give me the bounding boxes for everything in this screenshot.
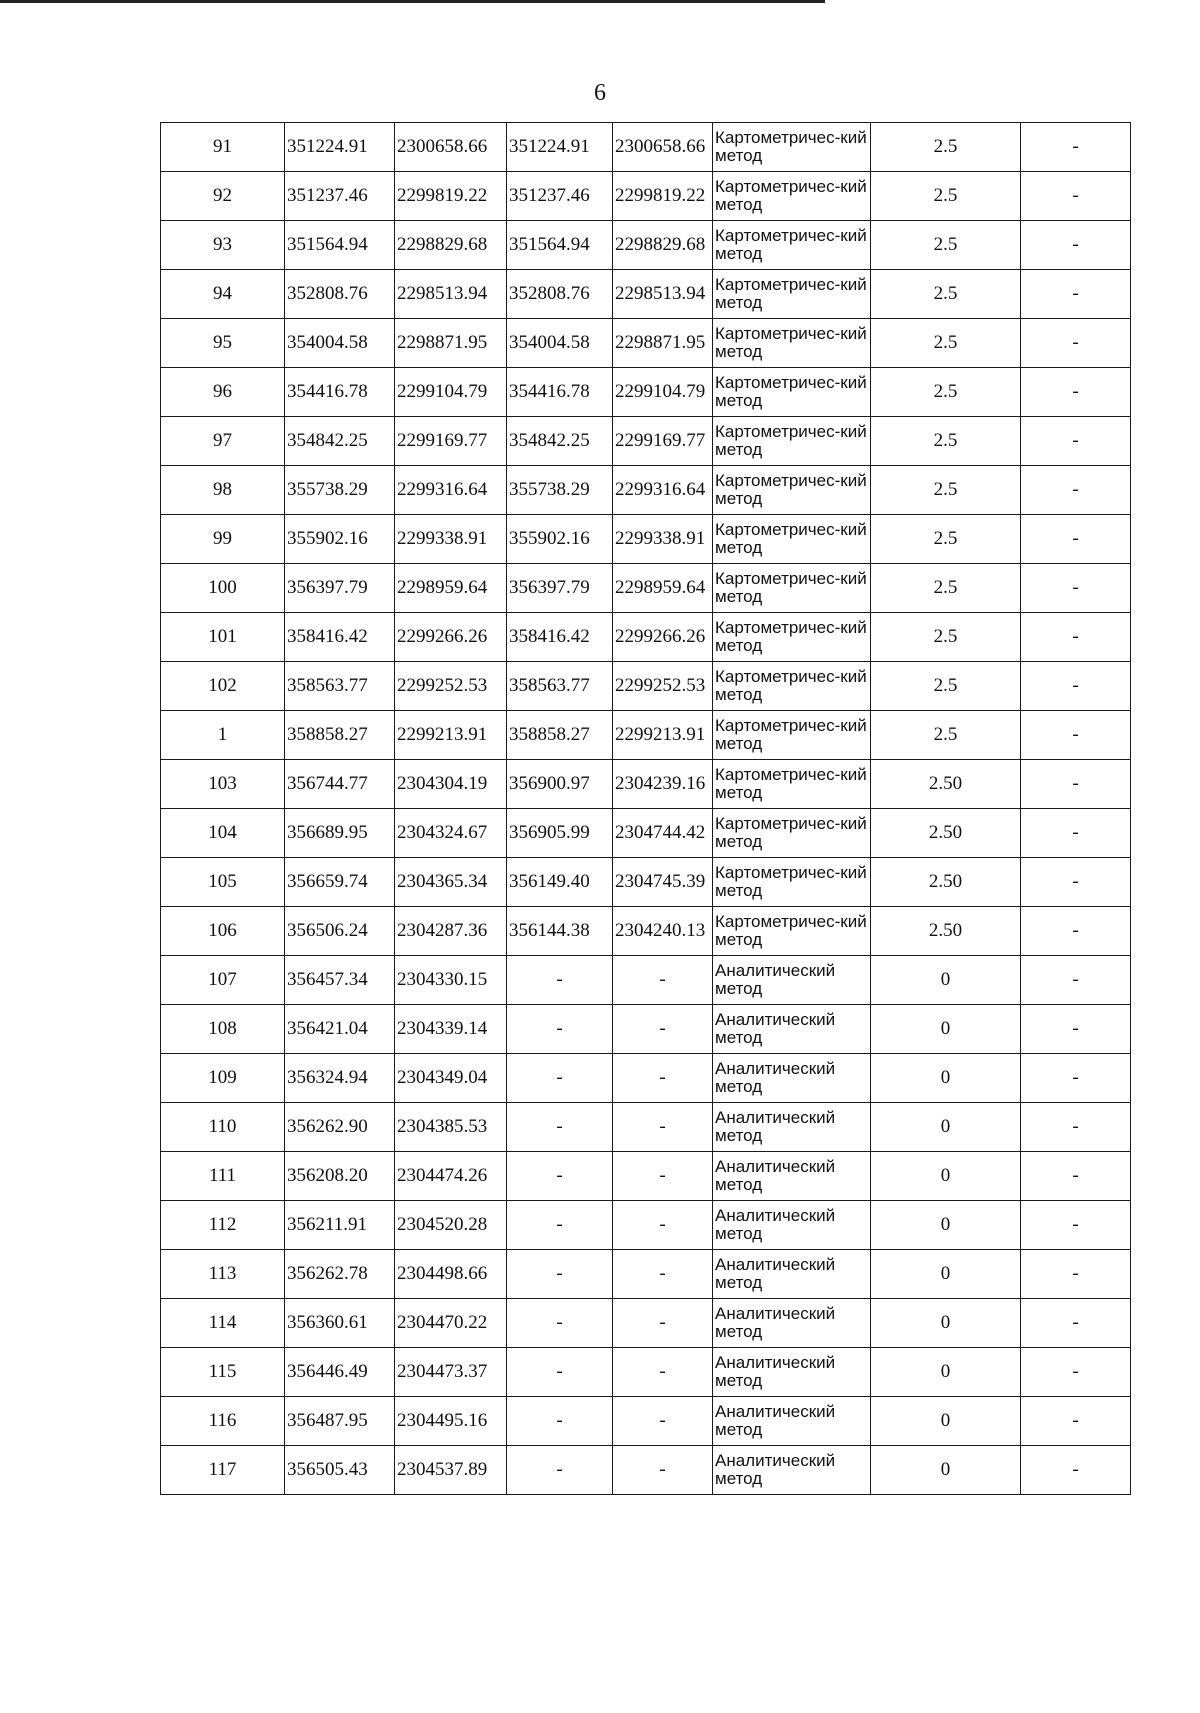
x-coordinate-cell: 356211.91 <box>285 1201 395 1250</box>
prev-x-coordinate-cell: 358858.27 <box>507 711 613 760</box>
accuracy-cell: 2.5 <box>871 662 1021 711</box>
note-cell: - <box>1021 1054 1131 1103</box>
accuracy-cell: 2.50 <box>871 858 1021 907</box>
y-coordinate-cell: 2304470.22 <box>395 1299 507 1348</box>
prev-y-coordinate-cell: 2299213.91 <box>613 711 713 760</box>
accuracy-cell: 0 <box>871 1397 1021 1446</box>
note-cell: - <box>1021 1152 1131 1201</box>
point-number-cell: 99 <box>161 515 285 564</box>
table-row <box>161 368 1131 417</box>
y-coordinate-cell: 2300658.66 <box>395 123 507 172</box>
note-cell: - <box>1021 1446 1131 1495</box>
method-cell: Картометричес-кий метод <box>713 662 871 711</box>
method-cell: Картометричес-кий метод <box>713 760 871 809</box>
point-number-cell: 113 <box>161 1250 285 1299</box>
accuracy-cell: 0 <box>871 1348 1021 1397</box>
x-coordinate-cell: 356421.04 <box>285 1005 395 1054</box>
prev-x-coordinate-cell: 351564.94 <box>507 221 613 270</box>
x-coordinate-cell: 356262.90 <box>285 1103 395 1152</box>
prev-y-coordinate-cell: - <box>613 1299 713 1348</box>
prev-x-coordinate-cell: 356149.40 <box>507 858 613 907</box>
point-number-cell: 91 <box>161 123 285 172</box>
prev-y-coordinate-cell: 2299266.26 <box>613 613 713 662</box>
point-number-cell: 98 <box>161 466 285 515</box>
prev-x-coordinate-cell: 352808.76 <box>507 270 613 319</box>
prev-y-coordinate-cell: 2304240.13 <box>613 907 713 956</box>
y-coordinate-cell: 2298959.64 <box>395 564 507 613</box>
accuracy-cell: 2.50 <box>871 809 1021 858</box>
prev-x-coordinate-cell: - <box>507 1005 613 1054</box>
prev-x-coordinate-cell: 358563.77 <box>507 662 613 711</box>
x-coordinate-cell: 358416.42 <box>285 613 395 662</box>
prev-y-coordinate-cell: 2299316.64 <box>613 466 713 515</box>
prev-y-coordinate-cell: - <box>613 1250 713 1299</box>
table-row <box>161 1152 1131 1201</box>
x-coordinate-cell: 356360.61 <box>285 1299 395 1348</box>
point-number-cell: 92 <box>161 172 285 221</box>
method-cell: Картометричес-кий метод <box>713 319 871 368</box>
y-coordinate-cell: 2299213.91 <box>395 711 507 760</box>
point-number-cell: 100 <box>161 564 285 613</box>
x-coordinate-cell: 356689.95 <box>285 809 395 858</box>
note-cell: - <box>1021 760 1131 809</box>
prev-y-coordinate-cell: 2299819.22 <box>613 172 713 221</box>
coordinates-table-body <box>161 123 1131 1495</box>
prev-y-coordinate-cell: 2300658.66 <box>613 123 713 172</box>
note-cell: - <box>1021 1103 1131 1152</box>
prev-y-coordinate-cell: - <box>613 1103 713 1152</box>
table-row <box>161 1299 1131 1348</box>
y-coordinate-cell: 2298513.94 <box>395 270 507 319</box>
x-coordinate-cell: 356659.74 <box>285 858 395 907</box>
prev-y-coordinate-cell: 2299169.77 <box>613 417 713 466</box>
method-cell: Картометричес-кий метод <box>713 466 871 515</box>
prev-x-coordinate-cell: 351224.91 <box>507 123 613 172</box>
note-cell: - <box>1021 172 1131 221</box>
table-row <box>161 417 1131 466</box>
table-row <box>161 1005 1131 1054</box>
table-row <box>161 270 1131 319</box>
note-cell: - <box>1021 1201 1131 1250</box>
point-number-cell: 93 <box>161 221 285 270</box>
accuracy-cell: 2.5 <box>871 564 1021 613</box>
prev-x-coordinate-cell: 358416.42 <box>507 613 613 662</box>
accuracy-cell: 0 <box>871 1152 1021 1201</box>
method-cell: Аналитический метод <box>713 956 871 1005</box>
note-cell: - <box>1021 1250 1131 1299</box>
point-number-cell: 112 <box>161 1201 285 1250</box>
accuracy-cell: 0 <box>871 1005 1021 1054</box>
y-coordinate-cell: 2304339.14 <box>395 1005 507 1054</box>
y-coordinate-cell: 2304473.37 <box>395 1348 507 1397</box>
table-row <box>161 662 1131 711</box>
top-border-line <box>0 0 825 3</box>
prev-x-coordinate-cell: - <box>507 1103 613 1152</box>
table-row <box>161 613 1131 662</box>
method-cell: Аналитический метод <box>713 1054 871 1103</box>
prev-x-coordinate-cell: - <box>507 1348 613 1397</box>
method-cell: Картометричес-кий метод <box>713 270 871 319</box>
accuracy-cell: 0 <box>871 1201 1021 1250</box>
x-coordinate-cell: 356506.24 <box>285 907 395 956</box>
x-coordinate-cell: 356505.43 <box>285 1446 395 1495</box>
prev-y-coordinate-cell: 2304745.39 <box>613 858 713 907</box>
method-cell: Аналитический метод <box>713 1250 871 1299</box>
accuracy-cell: 0 <box>871 956 1021 1005</box>
prev-x-coordinate-cell: 354004.58 <box>507 319 613 368</box>
note-cell: - <box>1021 466 1131 515</box>
note-cell: - <box>1021 809 1131 858</box>
point-number-cell: 1 <box>161 711 285 760</box>
accuracy-cell: 2.5 <box>871 466 1021 515</box>
method-cell: Картометричес-кий метод <box>713 515 871 564</box>
table-row <box>161 319 1131 368</box>
y-coordinate-cell: 2299169.77 <box>395 417 507 466</box>
y-coordinate-cell: 2304330.15 <box>395 956 507 1005</box>
table-row <box>161 809 1131 858</box>
prev-x-coordinate-cell: 356397.79 <box>507 564 613 613</box>
method-cell: Картометричес-кий метод <box>713 417 871 466</box>
note-cell: - <box>1021 711 1131 760</box>
x-coordinate-cell: 352808.76 <box>285 270 395 319</box>
x-coordinate-cell: 351564.94 <box>285 221 395 270</box>
y-coordinate-cell: 2304324.67 <box>395 809 507 858</box>
table-row <box>161 1054 1131 1103</box>
table-row <box>161 466 1131 515</box>
prev-y-coordinate-cell: 2298513.94 <box>613 270 713 319</box>
prev-x-coordinate-cell: - <box>507 1446 613 1495</box>
point-number-cell: 110 <box>161 1103 285 1152</box>
point-number-cell: 111 <box>161 1152 285 1201</box>
prev-x-coordinate-cell: - <box>507 1054 613 1103</box>
prev-x-coordinate-cell: - <box>507 1397 613 1446</box>
prev-x-coordinate-cell: - <box>507 1201 613 1250</box>
prev-x-coordinate-cell: - <box>507 956 613 1005</box>
table-row <box>161 1201 1131 1250</box>
prev-y-coordinate-cell: - <box>613 1152 713 1201</box>
accuracy-cell: 2.5 <box>871 172 1021 221</box>
prev-y-coordinate-cell: 2299104.79 <box>613 368 713 417</box>
accuracy-cell: 2.5 <box>871 368 1021 417</box>
y-coordinate-cell: 2304495.16 <box>395 1397 507 1446</box>
page-number: 6 <box>594 80 606 106</box>
prev-x-coordinate-cell: 355902.16 <box>507 515 613 564</box>
prev-y-coordinate-cell: 2299252.53 <box>613 662 713 711</box>
accuracy-cell: 0 <box>871 1446 1021 1495</box>
note-cell: - <box>1021 662 1131 711</box>
x-coordinate-cell: 351224.91 <box>285 123 395 172</box>
x-coordinate-cell: 356324.94 <box>285 1054 395 1103</box>
accuracy-cell: 0 <box>871 1103 1021 1152</box>
y-coordinate-cell: 2304385.53 <box>395 1103 507 1152</box>
y-coordinate-cell: 2304537.89 <box>395 1446 507 1495</box>
point-number-cell: 94 <box>161 270 285 319</box>
note-cell: - <box>1021 221 1131 270</box>
method-cell: Картометричес-кий метод <box>713 172 871 221</box>
table-row <box>161 564 1131 613</box>
accuracy-cell: 2.50 <box>871 760 1021 809</box>
prev-x-coordinate-cell: 356905.99 <box>507 809 613 858</box>
x-coordinate-cell: 356397.79 <box>285 564 395 613</box>
point-number-cell: 104 <box>161 809 285 858</box>
table-row <box>161 711 1131 760</box>
point-number-cell: 117 <box>161 1446 285 1495</box>
method-cell: Картометричес-кий метод <box>713 613 871 662</box>
x-coordinate-cell: 354416.78 <box>285 368 395 417</box>
point-number-cell: 103 <box>161 760 285 809</box>
method-cell: Картометричес-кий метод <box>713 368 871 417</box>
accuracy-cell: 0 <box>871 1054 1021 1103</box>
prev-y-coordinate-cell: - <box>613 1397 713 1446</box>
point-number-cell: 116 <box>161 1397 285 1446</box>
y-coordinate-cell: 2299338.91 <box>395 515 507 564</box>
y-coordinate-cell: 2299252.53 <box>395 662 507 711</box>
note-cell: - <box>1021 613 1131 662</box>
method-cell: Картометричес-кий метод <box>713 123 871 172</box>
point-number-cell: 107 <box>161 956 285 1005</box>
method-cell: Картометричес-кий метод <box>713 221 871 270</box>
accuracy-cell: 2.5 <box>871 270 1021 319</box>
table-row <box>161 515 1131 564</box>
prev-x-coordinate-cell: - <box>507 1152 613 1201</box>
accuracy-cell: 0 <box>871 1299 1021 1348</box>
method-cell: Аналитический метод <box>713 1152 871 1201</box>
accuracy-cell: 2.5 <box>871 515 1021 564</box>
prev-y-coordinate-cell: 2298959.64 <box>613 564 713 613</box>
x-coordinate-cell: 355738.29 <box>285 466 395 515</box>
table-row <box>161 956 1131 1005</box>
y-coordinate-cell: 2304365.34 <box>395 858 507 907</box>
accuracy-cell: 0 <box>871 1250 1021 1299</box>
point-number-cell: 101 <box>161 613 285 662</box>
x-coordinate-cell: 358858.27 <box>285 711 395 760</box>
accuracy-cell: 2.5 <box>871 123 1021 172</box>
x-coordinate-cell: 356457.34 <box>285 956 395 1005</box>
prev-x-coordinate-cell: 356900.97 <box>507 760 613 809</box>
method-cell: Аналитический метод <box>713 1103 871 1152</box>
prev-x-coordinate-cell: 355738.29 <box>507 466 613 515</box>
table-row <box>161 1446 1131 1495</box>
method-cell: Картометричес-кий метод <box>713 809 871 858</box>
x-coordinate-cell: 358563.77 <box>285 662 395 711</box>
prev-x-coordinate-cell: 354416.78 <box>507 368 613 417</box>
note-cell: - <box>1021 123 1131 172</box>
note-cell: - <box>1021 417 1131 466</box>
prev-y-coordinate-cell: 2298871.95 <box>613 319 713 368</box>
note-cell: - <box>1021 1005 1131 1054</box>
prev-x-coordinate-cell: - <box>507 1299 613 1348</box>
prev-y-coordinate-cell: - <box>613 1005 713 1054</box>
method-cell: Аналитический метод <box>713 1005 871 1054</box>
note-cell: - <box>1021 1397 1131 1446</box>
table-row <box>161 1103 1131 1152</box>
prev-x-coordinate-cell: - <box>507 1250 613 1299</box>
note-cell: - <box>1021 564 1131 613</box>
prev-y-coordinate-cell: 2298829.68 <box>613 221 713 270</box>
x-coordinate-cell: 355902.16 <box>285 515 395 564</box>
point-number-cell: 95 <box>161 319 285 368</box>
note-cell: - <box>1021 368 1131 417</box>
note-cell: - <box>1021 319 1131 368</box>
x-coordinate-cell: 354842.25 <box>285 417 395 466</box>
y-coordinate-cell: 2304474.26 <box>395 1152 507 1201</box>
table-row <box>161 760 1131 809</box>
method-cell: Аналитический метод <box>713 1299 871 1348</box>
x-coordinate-cell: 356487.95 <box>285 1397 395 1446</box>
note-cell: - <box>1021 1348 1131 1397</box>
accuracy-cell: 2.5 <box>871 319 1021 368</box>
point-number-cell: 108 <box>161 1005 285 1054</box>
y-coordinate-cell: 2304304.19 <box>395 760 507 809</box>
method-cell: Картометричес-кий метод <box>713 564 871 613</box>
x-coordinate-cell: 356446.49 <box>285 1348 395 1397</box>
prev-y-coordinate-cell: - <box>613 1054 713 1103</box>
prev-y-coordinate-cell: 2304744.42 <box>613 809 713 858</box>
y-coordinate-cell: 2299316.64 <box>395 466 507 515</box>
accuracy-cell: 2.5 <box>871 417 1021 466</box>
accuracy-cell: 2.5 <box>871 613 1021 662</box>
prev-y-coordinate-cell: 2304239.16 <box>613 760 713 809</box>
method-cell: Аналитический метод <box>713 1201 871 1250</box>
method-cell: Аналитический метод <box>713 1348 871 1397</box>
note-cell: - <box>1021 956 1131 1005</box>
x-coordinate-cell: 354004.58 <box>285 319 395 368</box>
prev-x-coordinate-cell: 356144.38 <box>507 907 613 956</box>
y-coordinate-cell: 2304520.28 <box>395 1201 507 1250</box>
table-row <box>161 1348 1131 1397</box>
method-cell: Картометричес-кий метод <box>713 907 871 956</box>
y-coordinate-cell: 2299104.79 <box>395 368 507 417</box>
note-cell: - <box>1021 515 1131 564</box>
point-number-cell: 102 <box>161 662 285 711</box>
x-coordinate-cell: 351237.46 <box>285 172 395 221</box>
accuracy-cell: 2.50 <box>871 907 1021 956</box>
prev-x-coordinate-cell: 354842.25 <box>507 417 613 466</box>
prev-x-coordinate-cell: 351237.46 <box>507 172 613 221</box>
table-row <box>161 907 1131 956</box>
accuracy-cell: 2.5 <box>871 711 1021 760</box>
prev-y-coordinate-cell: - <box>613 1348 713 1397</box>
point-number-cell: 109 <box>161 1054 285 1103</box>
point-number-cell: 105 <box>161 858 285 907</box>
coordinates-table <box>160 122 1131 1495</box>
x-coordinate-cell: 356208.20 <box>285 1152 395 1201</box>
note-cell: - <box>1021 1299 1131 1348</box>
y-coordinate-cell: 2304349.04 <box>395 1054 507 1103</box>
accuracy-cell: 2.5 <box>871 221 1021 270</box>
point-number-cell: 106 <box>161 907 285 956</box>
point-number-cell: 96 <box>161 368 285 417</box>
table-row <box>161 172 1131 221</box>
method-cell: Картометричес-кий метод <box>713 858 871 907</box>
table-row <box>161 858 1131 907</box>
y-coordinate-cell: 2298871.95 <box>395 319 507 368</box>
y-coordinate-cell: 2298829.68 <box>395 221 507 270</box>
method-cell: Аналитический метод <box>713 1397 871 1446</box>
note-cell: - <box>1021 858 1131 907</box>
prev-y-coordinate-cell: - <box>613 1201 713 1250</box>
x-coordinate-cell: 356262.78 <box>285 1250 395 1299</box>
y-coordinate-cell: 2304498.66 <box>395 1250 507 1299</box>
point-number-cell: 97 <box>161 417 285 466</box>
table-row <box>161 123 1131 172</box>
prev-y-coordinate-cell: - <box>613 1446 713 1495</box>
table-row <box>161 1397 1131 1446</box>
point-number-cell: 115 <box>161 1348 285 1397</box>
method-cell: Картометричес-кий метод <box>713 711 871 760</box>
y-coordinate-cell: 2299819.22 <box>395 172 507 221</box>
y-coordinate-cell: 2299266.26 <box>395 613 507 662</box>
method-cell: Аналитический метод <box>713 1446 871 1495</box>
prev-y-coordinate-cell: 2299338.91 <box>613 515 713 564</box>
table-row <box>161 1250 1131 1299</box>
table-row <box>161 221 1131 270</box>
prev-y-coordinate-cell: - <box>613 956 713 1005</box>
note-cell: - <box>1021 270 1131 319</box>
point-number-cell: 114 <box>161 1299 285 1348</box>
y-coordinate-cell: 2304287.36 <box>395 907 507 956</box>
note-cell: - <box>1021 907 1131 956</box>
x-coordinate-cell: 356744.77 <box>285 760 395 809</box>
